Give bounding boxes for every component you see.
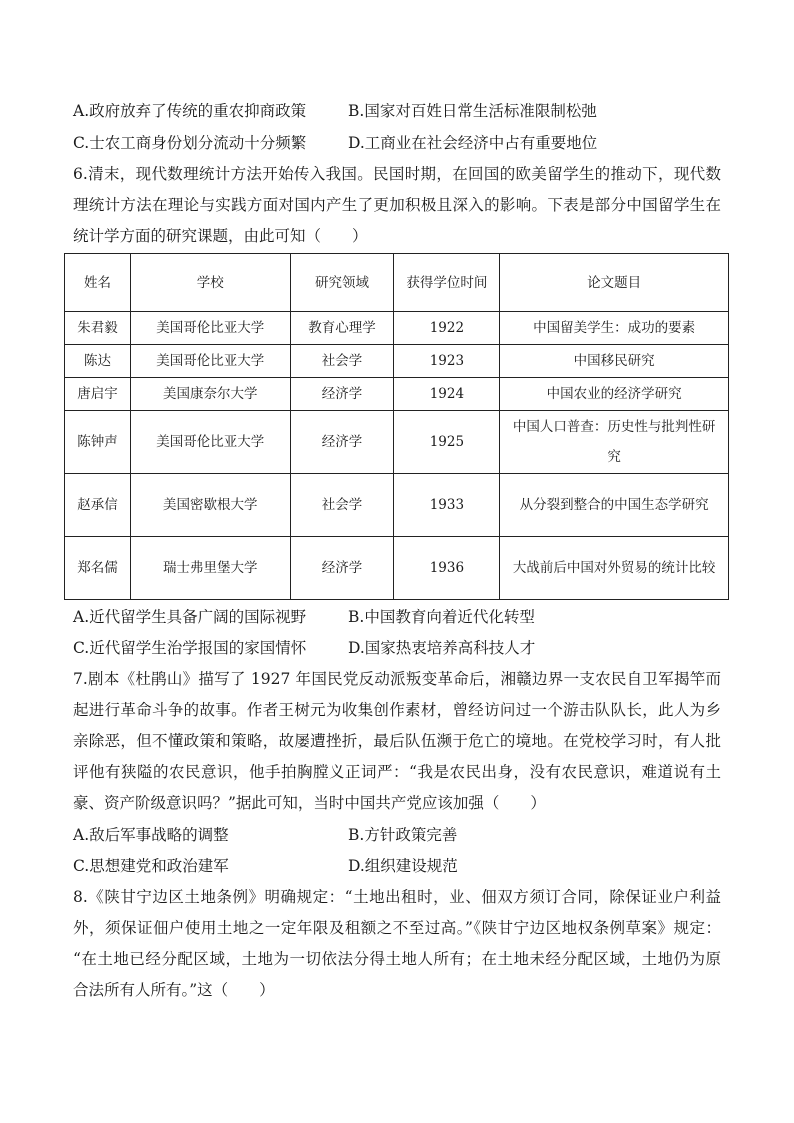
cell-field: 社会学 [290, 345, 394, 378]
table-row [65, 537, 729, 600]
cell-name: 唐启宇 [65, 378, 131, 411]
cell-thesis: 中国留美学生：成功的要素 [500, 312, 729, 345]
cell-school: 美国哥伦比亚大学 [130, 312, 290, 345]
cell-year: 1936 [394, 537, 500, 600]
table-row [65, 378, 729, 411]
cell-name: 陈钟声 [65, 411, 131, 474]
cell-name: 陈达 [65, 345, 131, 378]
header-name: 姓名 [65, 254, 131, 312]
cell-year: 1925 [394, 411, 500, 474]
q8-stem-line-2: 外，须保证佃户使用土地之一定年限及租额之不至过高。”《陕甘宁边区地权条例草案》规定： [73, 919, 721, 937]
q6-stem-line-3: 统计学方面的研究课题，由此可知（ ） [73, 227, 368, 245]
q6-option-c: C.近代留学生治学报国的家国情怀 [73, 639, 307, 657]
q6-option-b: B.中国教育向着近代化转型 [348, 608, 535, 626]
q5-option-c: C.士农工商身份划分流动十分频繁 [73, 134, 307, 152]
cell-year: 1933 [394, 474, 500, 537]
q7-option-c: C.思想建党和政治建军 [73, 857, 229, 875]
cell-thesis: 中国农业的经济学研究 [500, 378, 729, 411]
cell-name: 朱君毅 [65, 312, 131, 345]
cell-thesis: 中国人口普查：历史性与批判性研究 [500, 411, 729, 474]
cell-field: 经济学 [290, 537, 394, 600]
cell-year: 1923 [394, 345, 500, 378]
q7-stem-line-5: 豪、资产阶级意识吗？”据此可知，当时中国共产党应该加强（ ） [73, 794, 546, 812]
cell-thesis: 大战前后中国对外贸易的统计比较 [500, 537, 729, 600]
q6-option-a: A.近代留学生具备广阔的国际视野 [73, 608, 307, 626]
q7-option-d: D.组织建设规范 [348, 857, 458, 875]
q7-stem-line-3: 亲除恶，但不懂政策和策略，故屡遭挫折，最后队伍濒于危亡的境地。在党校学习时，有人批 [73, 732, 721, 750]
cell-year: 1924 [394, 378, 500, 411]
cell-name: 郑名儒 [65, 537, 131, 600]
q8-stem-line-4: 合法所有人所有。”这（ ） [73, 981, 275, 999]
table-row [65, 312, 729, 345]
q8-stem-line-1: 8.《陕甘宁边区土地条例》明确规定：“土地出租时，业、佃双方须订合同，除保证业户利益 [73, 888, 721, 906]
header-field: 研究领域 [290, 254, 394, 312]
q7-stem-line-1: 7.剧本《杜鹃山》描写了 1927 年国民党反动派叛变革命后，湘赣边界一支农民自卫军揭竿而 [73, 670, 721, 688]
q6-stem-line-1: 6.清末，现代数理统计方法开始传入我国。民国时期，在回国的欧美留学生的推动下，现代数 [73, 165, 721, 183]
cell-year: 1922 [394, 312, 500, 345]
cell-school: 美国康奈尔大学 [130, 378, 290, 411]
cell-school: 美国哥伦比亚大学 [130, 411, 290, 474]
cell-school: 美国密歇根大学 [130, 474, 290, 537]
q7-stem-line-2: 起进行革命斗争的故事。作者王树元为收集创作素材，曾经访问过一个游击队队长，此人为乡 [73, 701, 721, 719]
cell-school: 瑞士弗里堡大学 [130, 537, 290, 600]
q6-option-d: D.国家热衷培养高科技人才 [348, 639, 536, 657]
cell-thesis: 从分裂到整合的中国生态学研究 [500, 474, 729, 537]
q5-option-b: B.国家对百姓日常生活标准限制松弛 [348, 102, 597, 120]
cell-thesis: 中国移民研究 [500, 345, 729, 378]
cell-field: 教育心理学 [290, 312, 394, 345]
header-year: 获得学位时间 [394, 254, 500, 312]
q8-stem-line-3: “在土地已经分配区域，土地为一切依法分得土地人所有；在土地未经分配区域，土地仍为原 [73, 950, 721, 968]
table-row [65, 411, 729, 474]
cell-field: 经济学 [290, 411, 394, 474]
table-row [65, 345, 729, 378]
table-header-row [65, 254, 729, 312]
cell-field: 社会学 [290, 474, 394, 537]
table-row [65, 474, 729, 537]
q7-option-b: B.方针政策完善 [348, 826, 458, 844]
q5-option-a: A.政府放弃了传统的重农抑商政策 [73, 102, 307, 120]
cell-field: 经济学 [290, 378, 394, 411]
q6-stem-line-2: 理统计方法在理论与实践方面对国内产生了更加积极且深入的影响。下表是部分中国留学生在 [73, 196, 721, 214]
q5-option-d: D.工商业在社会经济中占有重要地位 [348, 134, 598, 152]
q7-stem-line-4: 评他有狭隘的农民意识，他手拍胸膛义正词严：“我是农民出身，没有农民意识，难道说有土 [73, 763, 721, 781]
q6-table [64, 253, 729, 600]
cell-name: 赵承信 [65, 474, 131, 537]
header-thesis: 论文题目 [500, 254, 729, 312]
cell-school: 美国哥伦比亚大学 [130, 345, 290, 378]
q7-option-a: A.敌后军事战略的调整 [73, 826, 229, 844]
header-school: 学校 [130, 254, 290, 312]
